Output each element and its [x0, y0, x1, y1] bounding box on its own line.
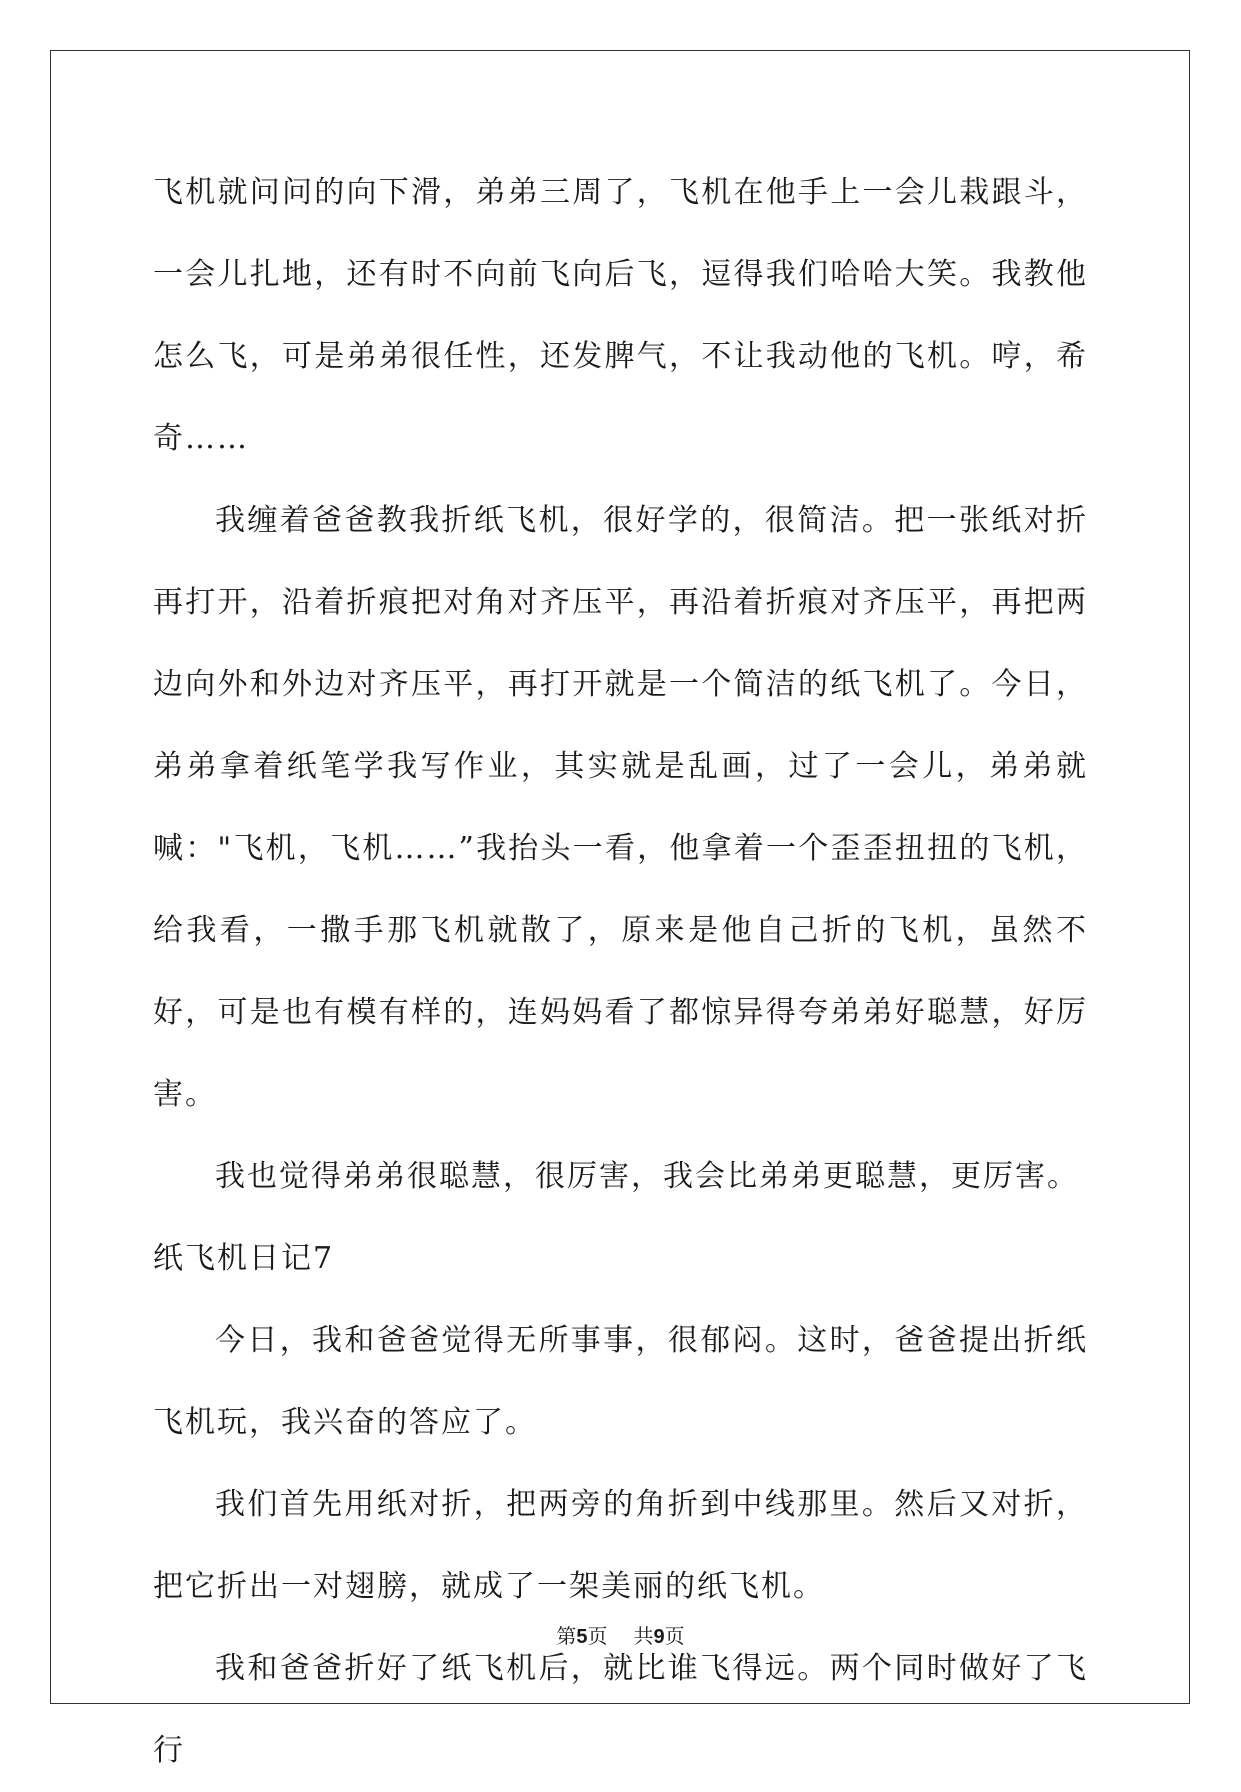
page-suffix: 页: [587, 1626, 608, 1648]
paragraph: 我和爸爸折好了纸飞机后，就比谁飞得远。两个同时做好了飞行: [153, 1651, 1088, 1768]
document-body: [153, 152, 1088, 1792]
paragraph-continued: 飞机就问问的向下滑，弟弟三周了，飞机在他手上一会儿栽跟斗，一会儿扎地，还有时不向前飞向后飞，逗得我们哈哈大笑。我教他怎么飞，可是弟弟很任性，还发脾气，不让我动他的飞机。哼，希奇……: [153, 175, 1088, 456]
paragraph: 我们首先用纸对折，把两旁的角折到中线那里。然后又对折，把它折出一对翅膀，就成了一架美丽的纸飞机。: [153, 1487, 1088, 1604]
total-prefix: 共: [633, 1626, 654, 1648]
paragraph: 今日，我和爸爸觉得无所事事，很郁闷。这时，爸爸提出折纸飞机玩，我兴奋的答应了。: [153, 1323, 1088, 1440]
total-suffix: 页: [664, 1626, 685, 1648]
page-footer: [0, 1620, 1241, 1649]
page-prefix: 第: [556, 1626, 577, 1648]
page-total: 9: [653, 1626, 665, 1648]
paragraph: 我缠着爸爸教我折纸飞机，很好学的，很简洁。把一张纸对折再打开，沿着折痕把对角对齐压平，再沿着折痕对齐压平，再把两边向外和外边对齐压平，再打开就是一个简洁的纸飞机了。今日，弟弟拿着纸笔学我写作业，其实就是乱画，过了一会儿，弟弟就喊："飞机，飞机……”我抬头一看，他拿着一个歪歪扭扭的飞机，给我看，一撒手那飞机就散了，原来是他自己折的飞机，虽然不好，可是也有模有样的，连妈妈看了都惊异得夸弟弟好聪慧，好厉害。: [153, 503, 1088, 1112]
section-heading: 纸飞机日记7: [153, 1241, 335, 1276]
page-current: 5: [576, 1626, 588, 1648]
paragraph: 我也觉得弟弟很聪慧，很厉害，我会比弟弟更聪慧，更厉害。: [215, 1159, 1079, 1194]
